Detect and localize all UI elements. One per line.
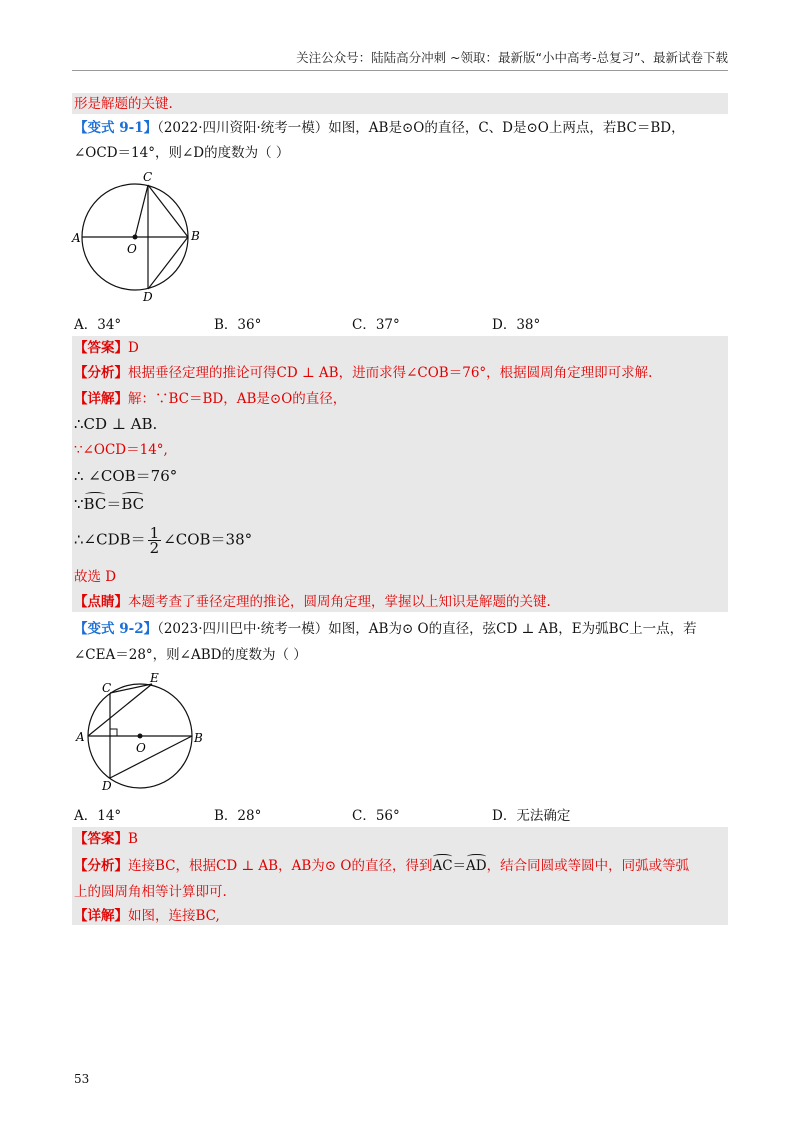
q1-tag: 【变式 9-1】 [74, 120, 158, 136]
q2-figure [72, 670, 212, 795]
q1-option-d: D．38° [492, 317, 541, 333]
q2-answer-line [74, 829, 138, 849]
q1-option-b: B．36° [214, 317, 262, 333]
q1-option-a: A．34° [74, 317, 122, 333]
q2-center-dot [138, 734, 143, 739]
q1-step-2: ∵∠OCD＝14°, [74, 442, 168, 458]
q2-label-b: B [194, 731, 203, 745]
q1-equals: ＝ [106, 495, 122, 513]
q2-answer: B [128, 831, 138, 847]
q1-arc-bc-2: BC [121, 495, 145, 513]
q1-step-1: ∴CD ⊥ AB. [74, 415, 158, 433]
q1-answer-line [74, 338, 139, 358]
q2-tag: 【变式 9-2】 [74, 621, 158, 637]
q1-stem-text1: （2022·四川资阳·统考一模）如图，AB是⊙O的直径，C、D是⊙O上两点，若BC＝BD， [157, 120, 685, 136]
q2-analysis-part1: 连接BC，根据CD ⊥ AB，AB为⊙ O的直径，得到 [128, 858, 433, 874]
q2-label-a: A [76, 730, 85, 744]
q2-arc-ac: AC [432, 858, 453, 874]
q2-analysis-line2: 上的圆周角相等计算即可. [74, 884, 227, 900]
q2-option-d: D．无法确定 [492, 808, 571, 824]
q2-stem-line1 [74, 619, 697, 639]
page-header: 关注公众号：陆陆高分冲刺 ~领取：最新版“小中高考-总复习”、最新试卷下载 [296, 50, 728, 65]
q1-segment-oc [135, 185, 148, 237]
q2-option-a: A．14° [74, 808, 122, 824]
q1-detail-tag: 【详解】 [74, 391, 128, 407]
q1-fraction [148, 526, 162, 555]
q2-analysis-line1 [74, 856, 689, 876]
q2-label-d: D [102, 779, 112, 793]
q2-analysis-part2: ，结合同圆或等圆中，同弧或等弧 [486, 858, 690, 874]
q1-figure [66, 168, 212, 308]
q1-analysis-tag: 【分析】 [74, 365, 128, 381]
prev-answer-tail: 形是解题的关键. [74, 96, 173, 112]
q2-detail-tag: 【详解】 [74, 908, 128, 924]
q2-detail-line [74, 906, 220, 926]
page-number: 53 [74, 1072, 90, 1086]
q2-stem-line2: ∠CEA＝28°，则∠ABD的度数为（ ） [74, 647, 307, 663]
q1-conclusion: 故选 D [74, 569, 117, 585]
q1-analysis-line [74, 363, 652, 383]
q1-comment-tag: 【点睛】 [74, 594, 128, 610]
q2-detail: 如图，连接BC, [128, 908, 220, 924]
q1-step5-right: ∠COB＝38° [163, 530, 253, 549]
q1-stem-line2: ∠OCD＝14°，则∠D的度数为（ ） [74, 145, 290, 161]
q1-analysis: 根据垂径定理的推论可得CD ⊥ AB，进而求得∠COB＝76°，根据圆周角定理即可求解. [128, 365, 653, 381]
q2-label-e: E [150, 671, 159, 685]
q2-stem-text1: （2023·四川巴中·统考一模）如图，AB为⊙ O的直径，弦CD ⊥ AB，E为弧BC上一点，若 [157, 621, 697, 637]
q2-segment-db [110, 736, 192, 778]
q2-analysis-tag: 【分析】 [74, 858, 128, 874]
q2-arc-ad: AD [466, 858, 487, 874]
q1-label-o: O [127, 242, 137, 256]
q2-label-c: C [102, 681, 112, 695]
q1-label-c: C [143, 170, 153, 184]
header-divider [72, 70, 728, 71]
q1-step-5 [74, 526, 252, 555]
q1-segment-cb [148, 185, 188, 237]
q1-arc-bc-1: BC [83, 495, 107, 513]
q1-comment: 本题考查了垂径定理的推论，圆周角定理，掌握以上知识是解题的关键. [128, 594, 551, 610]
q2-segment-ae [88, 684, 152, 736]
q2-label-o: O [136, 741, 146, 755]
q1-step5-left: ∴∠CDB＝ [74, 530, 146, 549]
q1-fraction-num: 1 [149, 524, 160, 542]
q1-center-dot [133, 235, 138, 240]
q1-step-4 [74, 494, 144, 514]
q2-answer-tag: 【答案】 [74, 831, 128, 847]
q1-comment-line [74, 592, 551, 612]
q1-label-a: A [72, 231, 81, 245]
q2-option-c: C．56° [352, 808, 400, 824]
q1-answer: D [128, 340, 139, 356]
q1-answer-tag: 【答案】 [74, 340, 128, 356]
q1-option-c: C．37° [352, 317, 400, 333]
q1-step-3: ∴ ∠COB＝76° [74, 467, 178, 485]
q2-right-angle-mark [110, 729, 117, 736]
q1-fraction-den: 2 [149, 539, 160, 557]
q2-option-b: B．28° [214, 808, 262, 824]
q1-detail: 解：∵BC＝BD，AB是⊙O的直径， [128, 391, 347, 407]
q1-label-b: B [191, 229, 200, 243]
q1-detail-line [74, 389, 346, 409]
q1-because-symbol: ∵ [74, 495, 84, 513]
q1-stem-line1 [74, 118, 685, 138]
q1-label-d: D [143, 290, 153, 304]
q1-segment-db [148, 237, 188, 289]
q2-arc-equals: ＝ [452, 858, 467, 874]
